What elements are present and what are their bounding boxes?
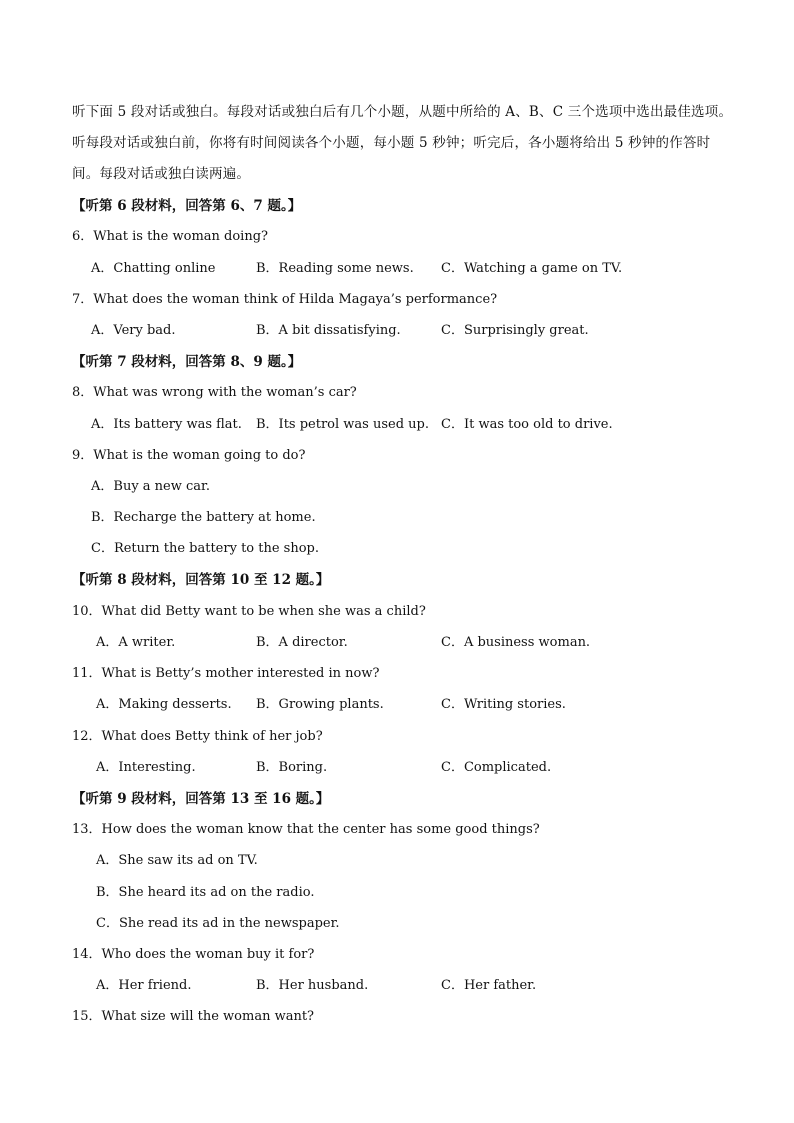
option-10c: C．A business woman. bbox=[441, 635, 591, 650]
option-8b: B．Its petrol was used up. bbox=[256, 417, 429, 432]
option-12a: A．Interesting. bbox=[96, 760, 196, 775]
question-14: 14．Who does the woman buy it for? bbox=[72, 947, 315, 962]
question-8: 8．What was wrong with the woman’s car? bbox=[72, 385, 357, 400]
option-6c: C．Watching a game on TV. bbox=[441, 261, 623, 276]
question-6: 6．What is the woman doing? bbox=[72, 229, 269, 244]
option-7c: C．Surprisingly great. bbox=[441, 323, 589, 338]
option-10a: A．A writer. bbox=[96, 635, 176, 650]
question-13: 13．How does the woman know that the center has some good things? bbox=[72, 822, 540, 837]
option-8c: C．It was too old to drive. bbox=[441, 417, 613, 432]
option-9a: A．Buy a new car. bbox=[91, 479, 210, 494]
option-6a: A．Chatting online bbox=[91, 261, 216, 276]
option-9c: C．Return the battery to the shop. bbox=[91, 541, 320, 556]
option-11c: C．Writing stories. bbox=[441, 697, 566, 712]
option-10b: B．A director. bbox=[256, 635, 348, 650]
option-14c: C．Her father. bbox=[441, 978, 537, 993]
option-7a: A．Very bad. bbox=[91, 323, 176, 338]
question-10: 10．What did Betty want to be when she was a child? bbox=[72, 604, 426, 619]
option-6b: B．Reading some news. bbox=[256, 261, 414, 276]
option-12c: C．Complicated. bbox=[441, 760, 552, 775]
option-9b: B．Recharge the battery at home. bbox=[91, 510, 316, 525]
option-13b: B．She heard its ad on the radio. bbox=[96, 885, 315, 900]
section-heading-7: 【听第 7 段材料，回答第 8、9 题。】 bbox=[72, 354, 302, 370]
option-14b: B．Her husband. bbox=[256, 978, 369, 993]
intro-line-2: 听每段对话或独白前，你将有时间阅读各个小题，每小题 5 秒钟；听完后，各小题将给出 5 秒钟的作答时 bbox=[72, 135, 711, 151]
question-7: 7．What does the woman think of Hilda Magaya’s performance? bbox=[72, 292, 498, 307]
intro-line-3: 间。每段对话或独白读两遍。 bbox=[72, 166, 251, 182]
question-12: 12．What does Betty think of her job? bbox=[72, 729, 323, 744]
section-heading-6: 【听第 6 段材料，回答第 6、7 题。】 bbox=[72, 198, 302, 214]
section-heading-8: 【听第 8 段材料，回答第 10 至 12 题。】 bbox=[72, 572, 330, 588]
option-14a: A．Her friend. bbox=[96, 978, 192, 993]
option-11a: A．Making desserts. bbox=[96, 697, 232, 712]
question-11: 11．What is Betty’s mother interested in now? bbox=[72, 666, 380, 681]
intro-line-1: 听下面 5 段对话或独白。每段对话或独白后有几个小题，从题中所给的 A、B、C 三个选项中选出最佳选项。 bbox=[72, 104, 733, 120]
option-11b: B．Growing plants. bbox=[256, 697, 384, 712]
option-13a: A．She saw its ad on TV. bbox=[96, 853, 258, 868]
option-8a: A．Its battery was flat. bbox=[91, 417, 242, 432]
section-heading-9: 【听第 9 段材料，回答第 13 至 16 题。】 bbox=[72, 791, 330, 807]
option-13c: C．She read its ad in the newspaper. bbox=[96, 916, 340, 931]
question-9: 9．What is the woman going to do? bbox=[72, 448, 306, 463]
option-7b: B．A bit dissatisfying. bbox=[256, 323, 401, 338]
option-12b: B．Boring. bbox=[256, 760, 328, 775]
question-15: 15．What size will the woman want? bbox=[72, 1009, 315, 1024]
